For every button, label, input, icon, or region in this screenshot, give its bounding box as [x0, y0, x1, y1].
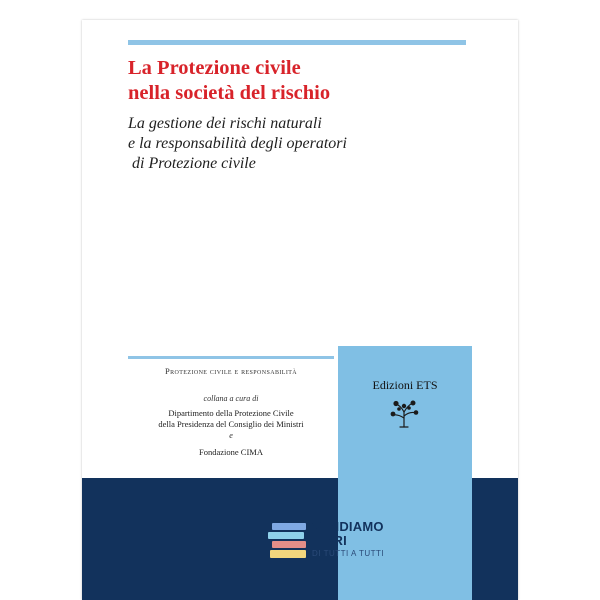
badge-tagline: DI TUTTI A TUTTI: [312, 549, 385, 558]
curator-line: Dipartimento della Protezione Civile: [168, 408, 294, 418]
vendiamo-libri-badge: [266, 512, 400, 572]
badge-text: [312, 520, 384, 560]
tree-emblem-icon: [387, 398, 421, 428]
badge-line: LIBRI: [312, 533, 347, 548]
top-accent-rule: [128, 40, 466, 45]
publisher-name: Edizioni ETS: [372, 378, 438, 392]
curator-line: della Presidenza del Consiglio dei Ministri: [158, 419, 304, 429]
collana-note: collana a cura di: [203, 394, 259, 403]
curator-line: Fondazione CIMA: [199, 447, 263, 457]
series-name: Protezione civile e responsabilità: [164, 366, 298, 376]
book-title-line: nella società del rischio: [128, 82, 331, 104]
curator-conjunction: e: [229, 431, 233, 440]
book-subtitle-line: La gestione dei rischi naturali: [128, 115, 322, 132]
book-subtitle: [128, 114, 347, 174]
curators-block: [128, 408, 334, 458]
book-stack-icon: [266, 522, 310, 562]
series-rule: [128, 356, 334, 359]
book-title-line: La Protezione civile: [128, 57, 301, 79]
book-subtitle-line: di Protezione civile: [132, 155, 256, 172]
book-subtitle-line: e la responsabilità degli operatori: [128, 135, 347, 152]
badge-line: VENDIAMO: [312, 519, 384, 534]
book-title: [128, 56, 330, 106]
